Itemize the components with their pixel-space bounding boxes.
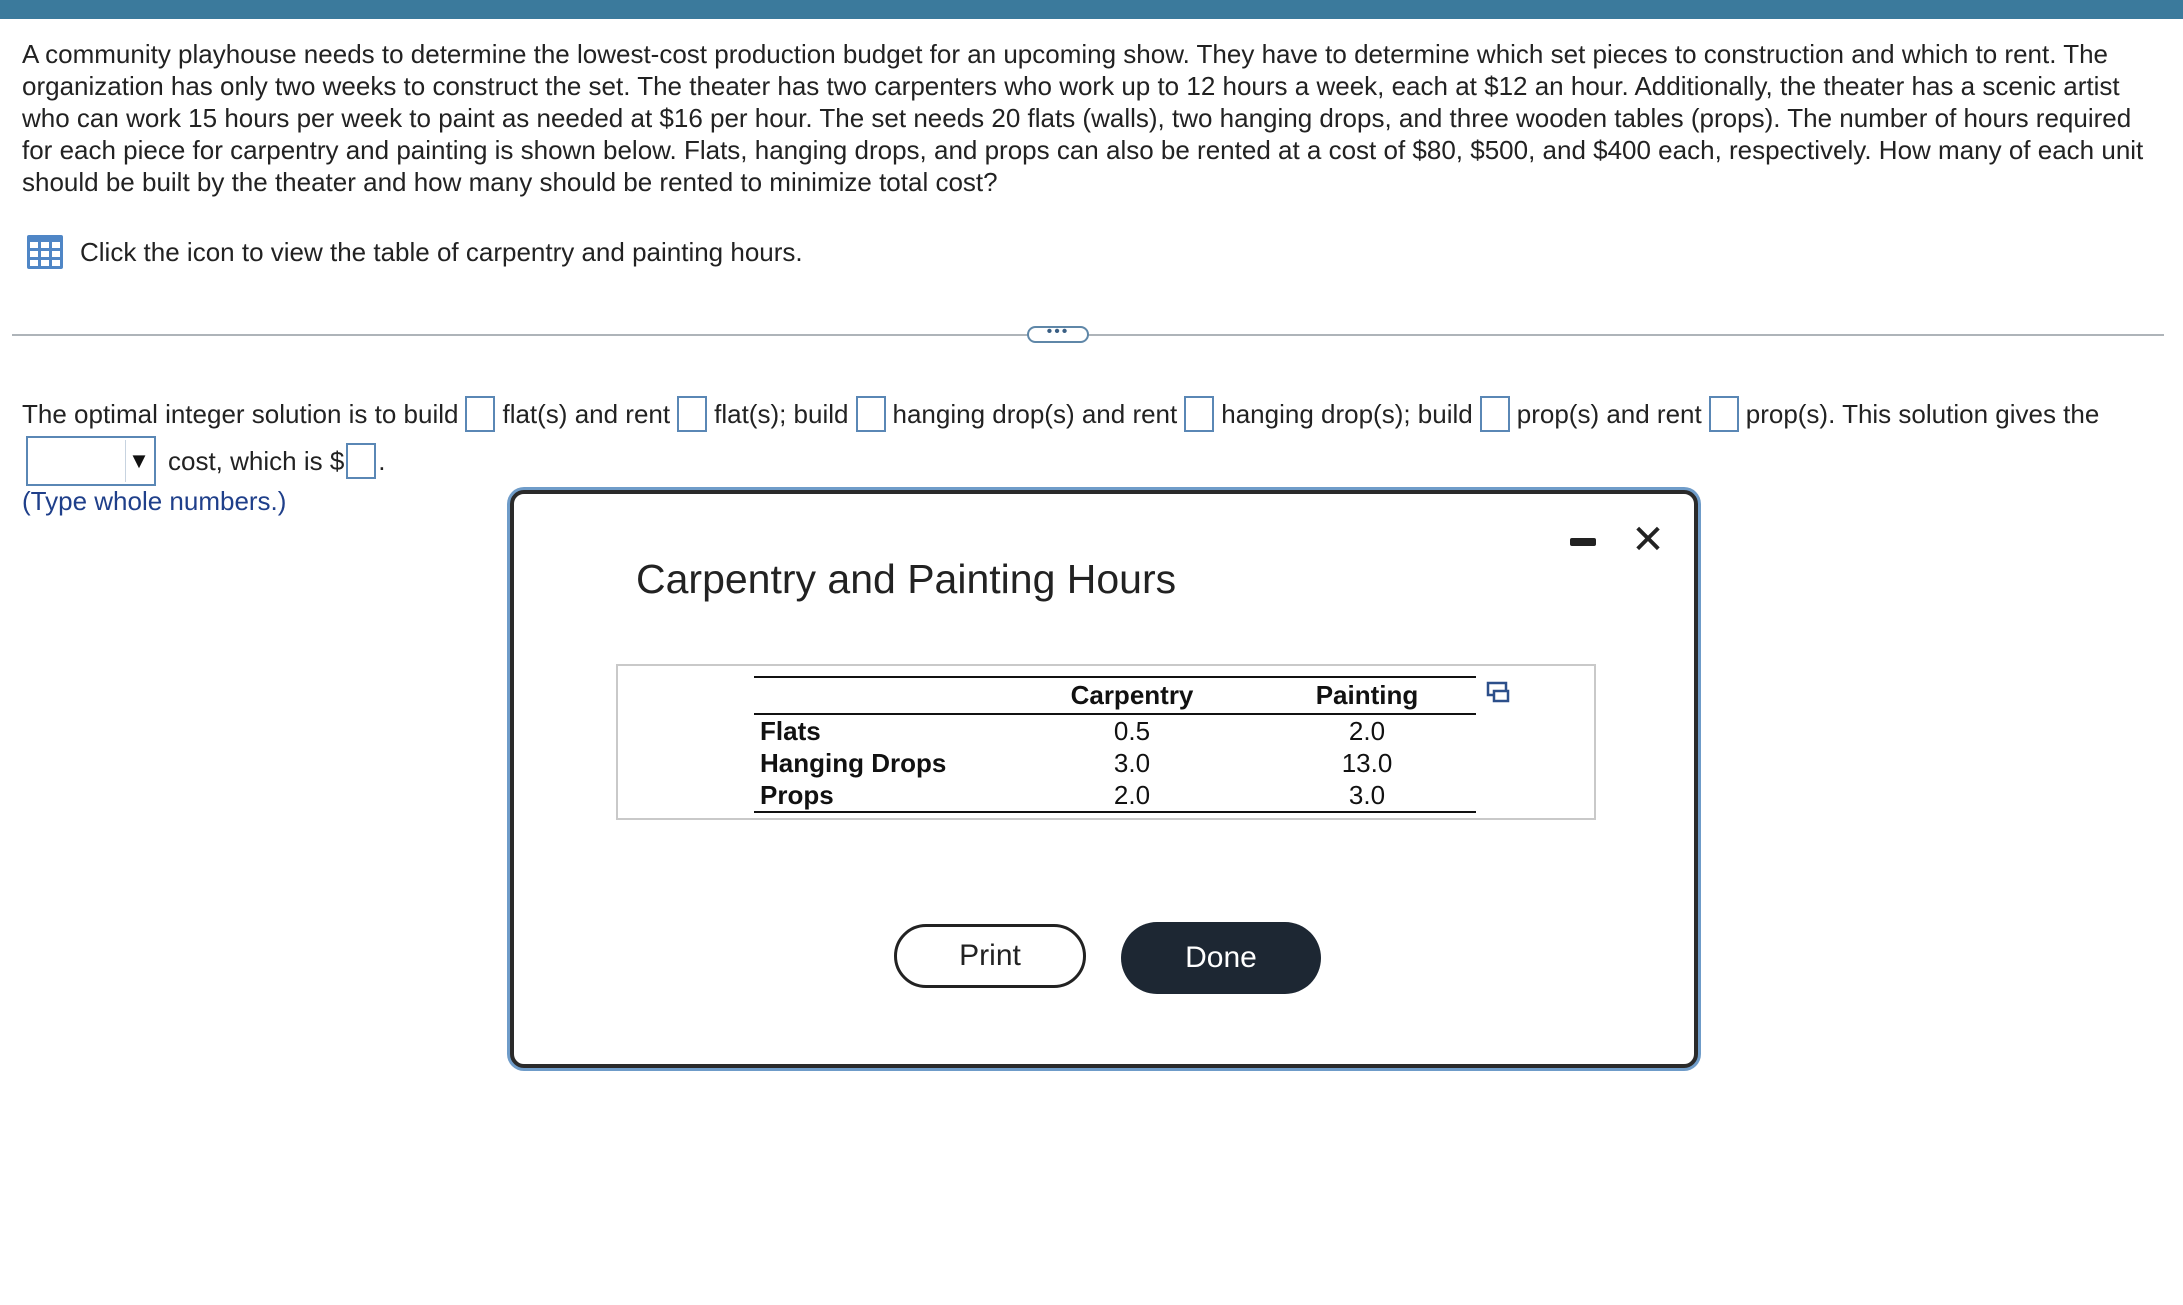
top-bar bbox=[0, 0, 2183, 19]
row-label: Flats bbox=[760, 715, 821, 746]
print-button[interactable]: Print bbox=[894, 924, 1086, 988]
table-header-carpentry: Carpentry bbox=[1006, 677, 1258, 714]
view-table-label[interactable]: Click the icon to view the table of carpentry and painting hours. bbox=[80, 236, 803, 267]
copy-table-icon[interactable] bbox=[1486, 680, 1512, 704]
row-label: Props bbox=[754, 779, 1006, 812]
dialog-title: Carpentry and Painting Hours bbox=[636, 556, 1177, 602]
dropdown-arrow-icon[interactable]: ▼ bbox=[125, 440, 152, 482]
row-label: Hanging Drops bbox=[760, 747, 947, 778]
answer-text-1: The optimal integer solution is to build bbox=[22, 398, 459, 429]
build-props-input[interactable] bbox=[1480, 396, 1510, 432]
answer-text-3: flat(s); build bbox=[714, 398, 849, 429]
hours-dialog bbox=[510, 490, 1698, 1068]
answer-text-6: prop(s) and rent bbox=[1516, 398, 1702, 429]
done-button[interactable]: Done bbox=[1121, 922, 1321, 994]
answer-sentence bbox=[22, 396, 2172, 432]
minimize-icon[interactable] bbox=[1570, 538, 1596, 546]
answer-text-5: hanging drop(s); build bbox=[1221, 398, 1473, 429]
rent-flats-input[interactable] bbox=[677, 396, 707, 432]
problem-text: A community playhouse needs to determine the lowest-cost production budget for an upcoming show. They have to determine which set pieces to construction and which to rent. The organization has only two weeks to construct the set. The theater has two carpenters who work up to 12 hours a week, each at $12 an hour. Additionally, the theater has a scenic artist who can work 15 hours per week to paint as needed at $16 per hour. The set needs 20 flats (walls), two hanging drops, and three wooden tables (props). The number of hours required for each piece for carpentry and painting is shown below. Flats, hanging drops, and props can also be rented at a cost of $80, $500, and $400 each, respectively. How many of each unit should be built by the theater and how many should be rented to minimize total cost? bbox=[22, 39, 2144, 197]
hours-table bbox=[754, 676, 1476, 813]
answer-text-4: hanging drop(s) and rent bbox=[892, 398, 1178, 429]
total-cost-input[interactable] bbox=[346, 443, 376, 479]
answer-text-2: flat(s) and rent bbox=[502, 398, 671, 429]
hint-text: (Type whole numbers.) bbox=[22, 486, 287, 516]
table-header-painting: Painting bbox=[1258, 677, 1476, 714]
painting-cell: 3.0 bbox=[1258, 779, 1476, 812]
table-grid-icon[interactable] bbox=[26, 234, 64, 270]
table-row bbox=[754, 779, 1476, 812]
rent-drops-input[interactable] bbox=[1184, 396, 1214, 432]
answer-sentence-line2 bbox=[26, 436, 386, 486]
answer-text-9: . bbox=[378, 445, 386, 476]
view-table-link[interactable] bbox=[26, 234, 803, 270]
answer-text-8: cost, which is $ bbox=[168, 445, 345, 476]
rent-props-input[interactable] bbox=[1709, 396, 1739, 432]
build-flats-input[interactable] bbox=[465, 396, 495, 432]
answer-text-7: prop(s). This solution gives the bbox=[1745, 398, 2100, 429]
build-drops-input[interactable] bbox=[856, 396, 886, 432]
more-button[interactable]: ••• bbox=[1027, 326, 1089, 343]
table-row bbox=[754, 714, 1476, 747]
table-row bbox=[754, 747, 1476, 779]
painting-cell: 2.0 bbox=[1348, 715, 1386, 746]
close-icon[interactable]: ✕ bbox=[1631, 518, 1665, 562]
carpentry-cell: 3.0 bbox=[1113, 747, 1151, 778]
cost-type-dropdown[interactable] bbox=[26, 436, 156, 486]
painting-cell: 13.0 bbox=[1341, 747, 1393, 778]
carpentry-cell: 2.0 bbox=[1006, 779, 1258, 812]
table-frame bbox=[616, 664, 1596, 820]
carpentry-cell: 0.5 bbox=[1113, 715, 1151, 746]
table-header-blank bbox=[754, 677, 1006, 714]
